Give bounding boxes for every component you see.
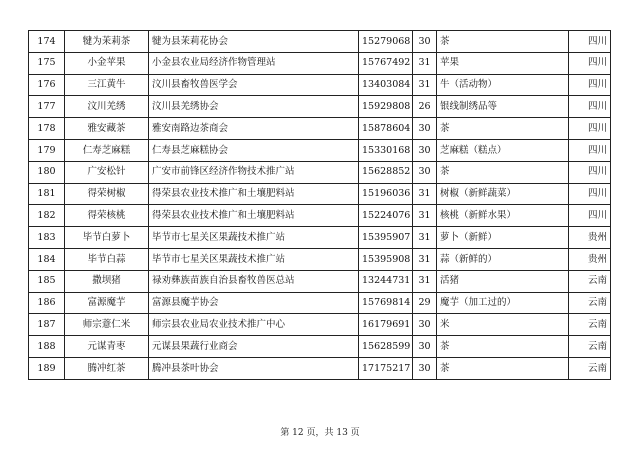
registrant-cell: 犍为县茉莉花协会 <box>149 31 359 53</box>
class-number-cell: 31 <box>413 74 437 96</box>
class-number-cell: 30 <box>413 31 437 53</box>
trademark-name-cell: 小金苹果 <box>65 52 149 74</box>
registrant-cell: 汶川县畜牧兽医学会 <box>149 74 359 96</box>
class-number-cell: 31 <box>413 227 437 249</box>
table-row <box>29 227 611 249</box>
class-number-cell: 31 <box>413 183 437 205</box>
province-cell: 四川 <box>569 161 611 183</box>
table-row <box>29 205 611 227</box>
class-number-cell: 30 <box>413 314 437 336</box>
table-row <box>29 248 611 270</box>
trademark-name-cell: 毕节白萝卜 <box>65 227 149 249</box>
goods-cell: 萝卜（新鲜） <box>437 227 569 249</box>
registration-number-cell: 15279068 <box>359 31 413 53</box>
trademark-name-cell: 仁寿芝麻糕 <box>65 139 149 161</box>
row-number-cell: 186 <box>29 292 65 314</box>
registrant-cell: 毕节市七星关区果蔬技术推广站 <box>149 248 359 270</box>
class-number-cell: 26 <box>413 96 437 118</box>
trademark-name-cell: 得荣核桃 <box>65 205 149 227</box>
trademark-name-cell: 三江黄牛 <box>65 74 149 96</box>
row-number-cell: 182 <box>29 205 65 227</box>
registration-number-cell: 13403084 <box>359 74 413 96</box>
goods-cell: 茶 <box>437 31 569 53</box>
registration-number-cell: 15767492 <box>359 52 413 74</box>
goods-cell: 芝麻糕（糕点） <box>437 139 569 161</box>
goods-cell: 苹果 <box>437 52 569 74</box>
province-cell: 云南 <box>569 270 611 292</box>
registration-number-cell: 15395908 <box>359 248 413 270</box>
table-row <box>29 74 611 96</box>
province-cell: 四川 <box>569 52 611 74</box>
goods-cell: 牛（活动物） <box>437 74 569 96</box>
row-number-cell: 189 <box>29 357 65 379</box>
trademark-table <box>28 30 611 380</box>
goods-cell: 茶 <box>437 336 569 358</box>
trademark-name-cell: 雅安藏茶 <box>65 118 149 140</box>
class-number-cell: 31 <box>413 52 437 74</box>
row-number-cell: 181 <box>29 183 65 205</box>
trademark-name-cell: 元谋青枣 <box>65 336 149 358</box>
trademark-name-cell: 撒坝猪 <box>65 270 149 292</box>
class-number-cell: 30 <box>413 118 437 140</box>
trademark-name-cell: 腾冲红茶 <box>65 357 149 379</box>
registrant-cell: 腾冲县茶叶协会 <box>149 357 359 379</box>
registration-number-cell: 15769814 <box>359 292 413 314</box>
registrant-cell: 禄劝彝族苗族自治县畜牧兽医总站 <box>149 270 359 292</box>
page-footer: 第 12 页，共 13 页 <box>280 428 360 438</box>
province-cell: 四川 <box>569 118 611 140</box>
table-row <box>29 336 611 358</box>
row-number-cell: 183 <box>29 227 65 249</box>
class-number-cell: 30 <box>413 336 437 358</box>
table-row <box>29 292 611 314</box>
registration-number-cell: 15628852 <box>359 161 413 183</box>
registrant-cell: 毕节市七星关区果蔬技术推广站 <box>149 227 359 249</box>
registration-number-cell: 15224076 <box>359 205 413 227</box>
registrant-cell: 雅安南路边茶商会 <box>149 118 359 140</box>
goods-cell: 蒜（新鲜的） <box>437 248 569 270</box>
trademark-name-cell: 师宗薏仁米 <box>65 314 149 336</box>
goods-cell: 茶 <box>437 161 569 183</box>
table-row <box>29 52 611 74</box>
class-number-cell: 30 <box>413 357 437 379</box>
registrant-cell: 富源县魔芋协会 <box>149 292 359 314</box>
row-number-cell: 188 <box>29 336 65 358</box>
row-number-cell: 184 <box>29 248 65 270</box>
registrant-cell: 汶川县羌绣协会 <box>149 96 359 118</box>
table-row <box>29 118 611 140</box>
trademark-name-cell: 毕节白蒜 <box>65 248 149 270</box>
class-number-cell: 30 <box>413 139 437 161</box>
province-cell: 云南 <box>569 314 611 336</box>
table-row <box>29 183 611 205</box>
province-cell: 四川 <box>569 183 611 205</box>
registration-number-cell: 15628599 <box>359 336 413 358</box>
province-cell: 云南 <box>569 292 611 314</box>
registration-number-cell: 15330168 <box>359 139 413 161</box>
table-body <box>29 31 611 380</box>
registration-number-cell: 15878604 <box>359 118 413 140</box>
province-cell: 四川 <box>569 31 611 53</box>
row-number-cell: 176 <box>29 74 65 96</box>
class-number-cell: 31 <box>413 205 437 227</box>
registrant-cell: 仁寿县芝麻糕协会 <box>149 139 359 161</box>
row-number-cell: 187 <box>29 314 65 336</box>
registration-number-cell: 16179691 <box>359 314 413 336</box>
goods-cell: 活猪 <box>437 270 569 292</box>
trademark-name-cell: 汶川羌绣 <box>65 96 149 118</box>
registrant-cell: 师宗县农业局农业技术推广中心 <box>149 314 359 336</box>
table-row <box>29 31 611 53</box>
table-row <box>29 270 611 292</box>
province-cell: 云南 <box>569 357 611 379</box>
goods-cell: 树椒（新鲜蔬菜） <box>437 183 569 205</box>
goods-cell: 银线制绣品等 <box>437 96 569 118</box>
registration-number-cell: 13244731 <box>359 270 413 292</box>
trademark-name-cell: 得荣树椒 <box>65 183 149 205</box>
registration-number-cell: 15395907 <box>359 227 413 249</box>
table-row <box>29 161 611 183</box>
registration-number-cell: 15929808 <box>359 96 413 118</box>
trademark-name-cell: 广安松针 <box>65 161 149 183</box>
table-row <box>29 139 611 161</box>
goods-cell: 茶 <box>437 357 569 379</box>
registrant-cell: 元谋县果蔬行业商会 <box>149 336 359 358</box>
registration-number-cell: 15196036 <box>359 183 413 205</box>
province-cell: 云南 <box>569 336 611 358</box>
class-number-cell: 31 <box>413 270 437 292</box>
registrant-cell: 得荣县农业技术推广和土壤肥料站 <box>149 205 359 227</box>
table-row <box>29 357 611 379</box>
row-number-cell: 175 <box>29 52 65 74</box>
class-number-cell: 29 <box>413 292 437 314</box>
class-number-cell: 31 <box>413 248 437 270</box>
table-row <box>29 314 611 336</box>
trademark-name-cell: 犍为茉莉茶 <box>65 31 149 53</box>
row-number-cell: 180 <box>29 161 65 183</box>
row-number-cell: 174 <box>29 31 65 53</box>
goods-cell: 米 <box>437 314 569 336</box>
province-cell: 四川 <box>569 205 611 227</box>
registrant-cell: 得荣县农业技术推广和土壤肥料站 <box>149 183 359 205</box>
registrant-cell: 广安市前锋区经济作物技术推广站 <box>149 161 359 183</box>
registration-number-cell: 17175217 <box>359 357 413 379</box>
province-cell: 贵州 <box>569 227 611 249</box>
row-number-cell: 179 <box>29 139 65 161</box>
goods-cell: 核桃（新鲜水果） <box>437 205 569 227</box>
row-number-cell: 178 <box>29 118 65 140</box>
goods-cell: 魔芋（加工过的） <box>437 292 569 314</box>
province-cell: 四川 <box>569 74 611 96</box>
province-cell: 四川 <box>569 96 611 118</box>
province-cell: 四川 <box>569 139 611 161</box>
row-number-cell: 185 <box>29 270 65 292</box>
table-row <box>29 96 611 118</box>
province-cell: 贵州 <box>569 248 611 270</box>
trademark-name-cell: 富源魔芋 <box>65 292 149 314</box>
registrant-cell: 小金县农业局经济作物管理站 <box>149 52 359 74</box>
goods-cell: 茶 <box>437 118 569 140</box>
class-number-cell: 30 <box>413 161 437 183</box>
row-number-cell: 177 <box>29 96 65 118</box>
